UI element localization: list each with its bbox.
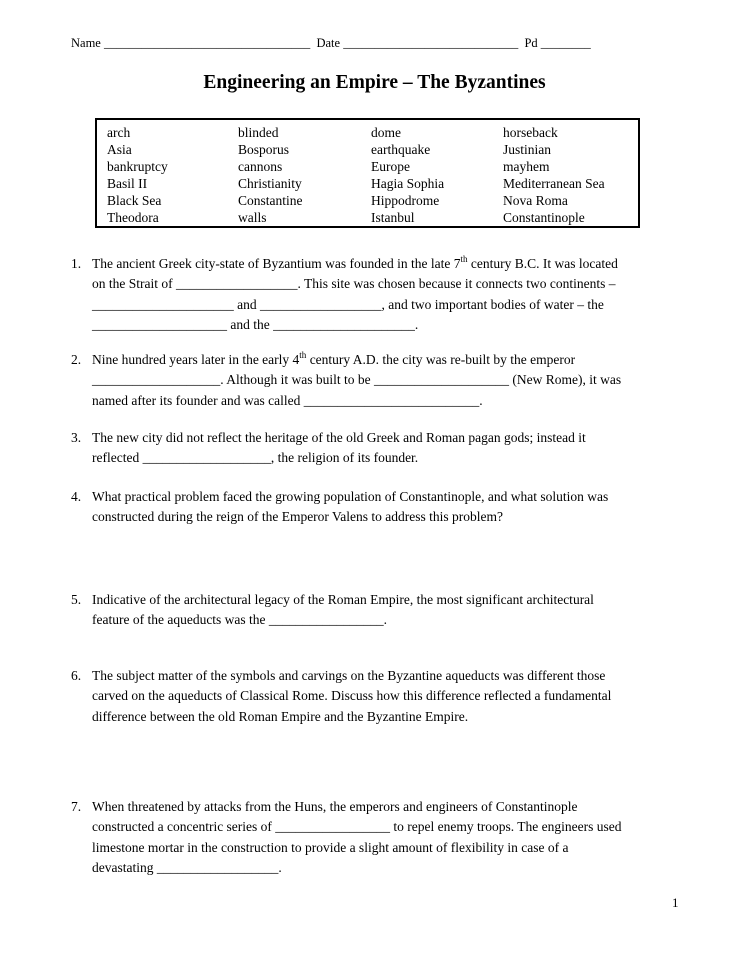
name-date-period-line: Name _________________________________ Date ____________________________ Pd ________ <box>71 36 591 50</box>
word-bank-term: Constantinople <box>503 209 585 225</box>
question-line: on the Strait of __________________. This site was chosen because it connects two continents – <box>92 276 616 292</box>
question-text <box>92 666 686 727</box>
word-bank-term: Hippodrome <box>371 192 440 208</box>
question-line: named after its founder and was called __________________________. <box>92 392 483 408</box>
question-line: ____________________ and the _____________________. <box>92 317 419 333</box>
word-bank-term: Nova Roma <box>503 192 568 208</box>
word-bank-term: mayhem <box>503 158 550 174</box>
page-title: Engineering an Empire – The Byzantines <box>203 72 546 93</box>
word-bank-column-4 <box>503 125 605 226</box>
question-text <box>92 350 686 411</box>
word-bank <box>95 118 640 228</box>
question-line: devastating __________________. <box>92 860 282 876</box>
word-bank-term: blinded <box>238 125 279 140</box>
question-4 <box>71 487 686 528</box>
word-bank-term: earthquake <box>371 141 431 157</box>
word-bank-term: Mediterranean Sea <box>503 175 605 191</box>
question-line: The subject matter of the symbols and carvings on the Byzantine aqueducts was different those <box>92 668 606 683</box>
word-bank-column-3 <box>371 125 444 226</box>
question-line: ___________________. Although it was built to be ____________________ (New Rome), it was <box>92 372 622 388</box>
question-2 <box>71 350 686 411</box>
question-line: The ancient Greek city-state of Byzantium was founded in the late 7th century B.C. It was located <box>92 253 618 271</box>
question-6 <box>71 666 686 727</box>
question-line: The new city did not reflect the heritage of the old Greek and Roman pagan gods; instead it <box>92 430 586 445</box>
word-bank-term: Bosporus <box>238 141 290 157</box>
question-line: difference between the old Roman Empire and the Byzantine Empire. <box>92 708 469 724</box>
question-line: feature of the aqueducts was the _________________. <box>92 612 388 628</box>
word-bank-term: Istanbul <box>371 209 415 225</box>
question-number: 3. <box>71 430 82 445</box>
question-number: 6. <box>71 668 82 683</box>
word-bank-term: Hagia Sophia <box>371 175 445 191</box>
question-5 <box>71 590 686 631</box>
word-bank-column-1 <box>107 125 168 226</box>
word-bank-term: bankruptcy <box>107 158 168 174</box>
question-7 <box>71 797 686 879</box>
word-bank-term: Theodora <box>107 209 159 225</box>
question-text <box>92 428 686 469</box>
question-line: What practical problem faced the growing population of Constantinople, and what solution was <box>92 489 609 504</box>
question-line: constructed during the reign of the Emperor Valens to address this problem? <box>92 509 504 525</box>
word-bank-term: walls <box>238 209 267 225</box>
question-line: _____________________ and __________________, and two important bodies of water – the <box>92 296 604 312</box>
question-number: 7. <box>71 799 82 814</box>
word-bank-term: Europe <box>371 158 410 174</box>
question-line: constructed a concentric series of _________________ to repel enemy troops. The engineers used <box>92 819 622 835</box>
word-bank-term: Justinian <box>503 141 552 157</box>
question-line: limestone mortar in the construction to provide a slight amount of flexibility in case of a <box>92 839 569 855</box>
question-1 <box>71 254 686 336</box>
question-line: Nine hundred years later in the early 4th century A.D. the city was re-built by the emperor <box>92 349 576 367</box>
word-bank-term: Constantine <box>238 192 303 208</box>
question-text <box>92 254 686 336</box>
word-bank-term: Black Sea <box>107 192 162 208</box>
question-line: Indicative of the architectural legacy of the Roman Empire, the most significant architectural <box>92 592 594 607</box>
word-bank-term: horseback <box>503 125 558 140</box>
question-number: 2. <box>71 352 82 367</box>
word-bank-term: Christianity <box>238 175 302 191</box>
question-3 <box>71 428 686 469</box>
question-line: reflected ___________________, the religion of its founder. <box>92 450 419 466</box>
word-bank-term: arch <box>107 125 131 140</box>
question-number: 5. <box>71 592 82 607</box>
question-text <box>92 797 686 879</box>
question-line: carved on the aqueducts of Classical Rome. Discuss how this difference reflected a fundamental <box>92 688 612 704</box>
word-bank-column-2 <box>238 125 303 226</box>
page-number: 1 <box>672 895 679 910</box>
word-bank-term: Asia <box>107 141 132 157</box>
question-number: 4. <box>71 489 82 504</box>
word-bank-term: dome <box>371 125 401 140</box>
word-bank-term: cannons <box>238 158 283 174</box>
question-text <box>92 590 686 631</box>
question-line: When threatened by attacks from the Huns, the emperors and engineers of Constantinople <box>92 799 578 814</box>
word-bank-term: Basil II <box>107 175 148 191</box>
question-number: 1. <box>71 256 82 271</box>
question-text <box>92 487 686 528</box>
